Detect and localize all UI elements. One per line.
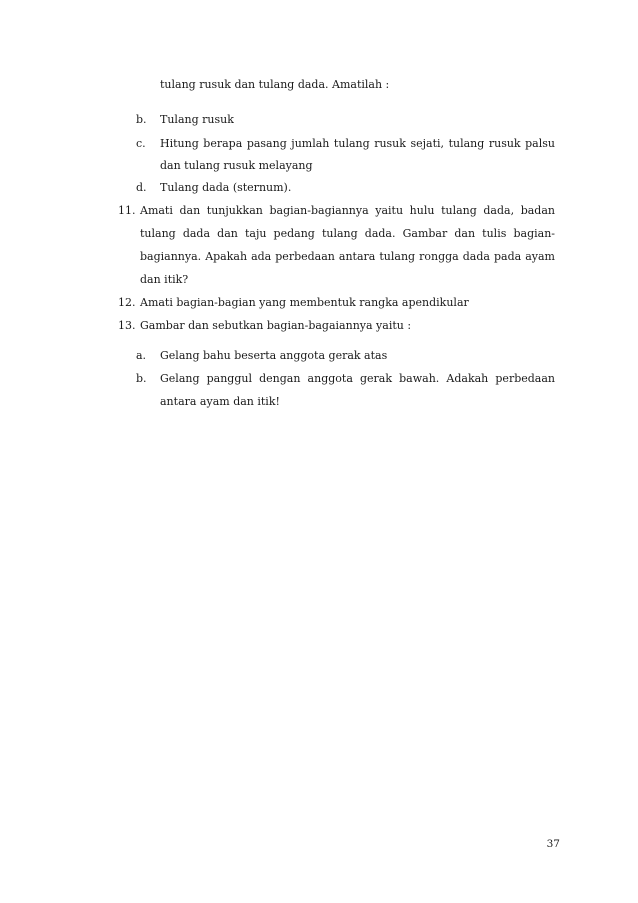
sub-item-b2-marker: b. [136,372,147,385]
item-11-line1: Amati dan tunjukkan bagian-bagiannya yaitu hulu tulang dada, badan [140,204,555,217]
item-13-marker: 13. [118,319,136,332]
sub-item-b-text: Tulang rusuk [160,113,234,126]
sub-item-b2-text-line2: antara ayam dan itik! [160,395,280,408]
page-number: 37 [546,838,560,850]
item-11-line3: bagiannya. Apakah ada perbedaan antara tulang rongga dada pada ayam [140,250,555,263]
sub-item-d-text: Tulang dada (sternum). [160,181,292,194]
continuation-text: tulang rusuk dan tulang dada. Amatilah : [160,78,390,91]
sub-item-c-marker: c. [136,137,146,150]
sub-item-a2-text: Gelang bahu beserta anggota gerak atas [160,349,388,362]
sub-item-b-marker: b. [136,113,147,126]
item-11-marker: 11. [118,204,136,217]
item-13-text: Gambar dan sebutkan bagian-bagaiannya yaitu : [140,319,412,332]
sub-item-a2-marker: a. [136,349,147,362]
sub-item-d-marker: d. [136,181,147,194]
sub-item-c-text-line2: dan tulang rusuk melayang [160,159,313,172]
item-12-marker: 12. [118,296,136,309]
item-11-line4: dan itik? [140,273,189,286]
item-12-text: Amati bagian-bagian yang membentuk rangka apendikular [140,296,469,309]
sub-item-b2-text-line1: Gelang panggul dengan anggota gerak bawah. Adakah perbedaan [160,372,555,385]
sub-item-c-text-line1: Hitung berapa pasang jumlah tulang rusuk sejati, tulang rusuk palsu [160,137,555,150]
item-11-line2: tulang dada dan taju pedang tulang dada. Gambar dan tulis bagian- [140,227,555,240]
